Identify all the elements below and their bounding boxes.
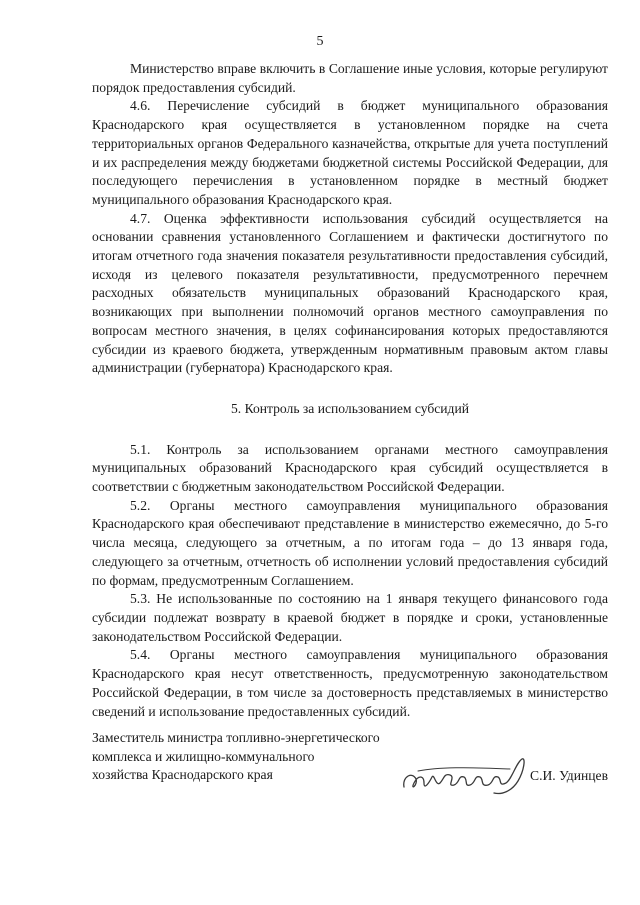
paragraph-5-3: 5.3. Не использованные по состоянию на 1 января текущего финансового года субсидии подлежат возврату в краевой бюджет в порядке и сроки, установленные законодательством Российской Федерации. <box>92 591 608 644</box>
document-body <box>92 60 608 721</box>
paragraph-5-1: 5.1. Контроль за использованием органами местного самоуправления муниципальных образований Краснодарского края субсидий осуществляется в соответствии с бюджетным законодательством Российской Федерации. <box>92 441 608 495</box>
handwritten-signature-icon <box>398 753 538 801</box>
signature-block <box>92 729 608 789</box>
paragraph-5-4: 5.4. Органы местного самоуправления муниципального образования Краснодарского края несут ответственность, предусмотренную законодательством Российской Федерации, в том числе за достоверность представляемых в министерство сведений и использование предоставленных субсидий. <box>92 647 608 719</box>
signer-name: С.И. Удинцев <box>530 768 608 783</box>
section-title: 5. Контроль за использованием субсидий <box>230 400 470 416</box>
signer-position-line: комплекса и жилищно-коммунального <box>92 748 315 764</box>
paragraph-4-6: 4.6. Перечисление субсидий в бюджет муниципального образования Краснодарского края осуществляется в установленном порядке на счета территориальных органов Федерального казначейства, открытые для учета поступлений и их распределения между бюджетами бюджетной системы Российской Федерации, для последующего перечисления в установленном порядке в местный бюджет муниципального образования Краснодарского края. <box>92 98 608 207</box>
paragraph-4-7: 4.7. Оценка эффективности использования субсидий осуществляется на основании сравнения установленного Соглашением и фактически достигнутого по итогам отчетного года значения показателя результативности предоставления субсидий, исходя из целевого показателя результативности, предусмотренного перечнем расходных обязательств муниципальных образований Краснодарского края, возникающих при выполнении полномочий органов местного самоуправления по вопросам местного значения, в целях софинансирования которых предоставляются субсидии из краевого бюджета, утвержденным нормативным правовым актом главы администрации (губернатора) Краснодарского края. <box>92 210 608 376</box>
page-number: 5 <box>316 34 324 49</box>
paragraph-5-2: 5.2. Органы местного самоуправления муниципального образования Краснодарского края обеспечивают представление в министерство ежемесячно, до 5-го числа месяца, следующего за отчетным, а по итогам года – до 13 января года, следующего за отчетным, отчетность об исполнении условий предоставления субсидий по формам, предусмотренным Соглашением. <box>92 497 608 588</box>
signer-position-line: хозяйства Краснодарского края <box>92 767 273 783</box>
paragraph-top: Министерство вправе включить в Соглашение иные условия, которые регулируют порядок предоставления субсидий. <box>92 61 608 95</box>
signer-position <box>92 729 422 785</box>
signer-position-line: Заместитель министра топливно-энергетического <box>92 730 380 745</box>
